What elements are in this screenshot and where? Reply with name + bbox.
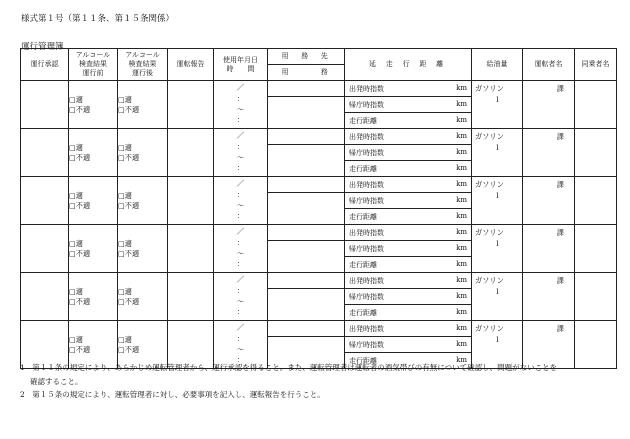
meter-return-label: 帰庁時指数 — [349, 293, 384, 301]
meter-unit: km — [456, 116, 467, 124]
document-title: 運行管理簿 — [21, 42, 64, 52]
check-ok-before[interactable]: □適 — [69, 238, 83, 248]
header-destination — [268, 49, 345, 81]
meter-return-cell[interactable] — [345, 97, 472, 113]
meter-distance-cell[interactable] — [345, 257, 472, 273]
meter-departure-label: 出発時指数 — [349, 325, 384, 333]
meter-return-cell[interactable] — [345, 145, 472, 161]
entry-row — [21, 81, 617, 97]
fuel-unit: l — [496, 286, 499, 296]
date-slash: ／ — [236, 274, 245, 284]
header-distance: 延走行距離 — [345, 49, 472, 81]
check-ng-after[interactable]: □不適 — [118, 248, 140, 258]
driver-dept-suffix: 課 — [556, 180, 564, 189]
meter-departure-cell[interactable] — [345, 273, 472, 289]
approval-cell[interactable] — [21, 177, 69, 225]
report-cell[interactable] — [168, 177, 214, 225]
alcohol-after-check[interactable] — [118, 177, 168, 225]
alcohol-before-check[interactable] — [69, 129, 118, 177]
approval-cell[interactable] — [21, 273, 69, 321]
meter-departure-cell[interactable] — [345, 129, 472, 145]
fuel-label: ガソリン — [475, 228, 504, 237]
fuel-unit: l — [496, 334, 499, 344]
meter-unit: km — [456, 212, 467, 220]
datetime-cell[interactable] — [214, 225, 268, 273]
meter-distance-label: 走行距離 — [349, 213, 377, 221]
destination-purpose-cell[interactable] — [268, 289, 345, 321]
time-tilde: ～ — [236, 248, 245, 258]
time-colon-start: ： — [236, 189, 245, 199]
check-ok-after[interactable]: □適 — [118, 286, 132, 296]
header-alcohol-after: アルコール 検査結果 運行後 — [118, 49, 168, 81]
meter-distance-cell[interactable] — [345, 161, 472, 177]
meter-unit: km — [456, 308, 467, 316]
datetime-cell[interactable] — [214, 177, 268, 225]
check-ng-before[interactable]: □不適 — [69, 200, 91, 210]
alcohol-after-check[interactable] — [118, 129, 168, 177]
alcohol-after-check[interactable] — [118, 81, 168, 129]
destination-place-cell[interactable] — [268, 273, 345, 289]
datetime-cell[interactable] — [214, 129, 268, 177]
destination-purpose-cell[interactable] — [268, 193, 345, 225]
alcohol-after-check[interactable] — [118, 273, 168, 321]
meter-departure-cell[interactable] — [345, 81, 472, 97]
report-cell[interactable] — [168, 225, 214, 273]
time-colon-end: ： — [236, 259, 245, 269]
destination-place-cell[interactable] — [268, 81, 345, 97]
driver-cell[interactable] — [523, 81, 575, 129]
check-ng-after[interactable]: □不適 — [118, 152, 140, 162]
datetime-cell[interactable] — [214, 81, 268, 129]
meter-return-cell[interactable] — [345, 241, 472, 257]
destination-purpose-cell[interactable] — [268, 145, 345, 177]
driver-cell[interactable] — [523, 129, 575, 177]
header-fuel: 給油量 — [472, 49, 523, 81]
date-slash: ／ — [236, 226, 245, 236]
meter-unit: km — [456, 292, 467, 300]
passenger-cell[interactable] — [575, 81, 617, 129]
destination-place-cell[interactable] — [268, 177, 345, 193]
passenger-cell[interactable] — [575, 129, 617, 177]
meter-distance-label: 走行距離 — [349, 357, 377, 365]
meter-distance-label: 走行距離 — [349, 309, 377, 317]
alcohol-before-check[interactable] — [69, 177, 118, 225]
meter-unit: km — [456, 244, 467, 252]
driver-dept-suffix: 課 — [556, 276, 564, 285]
header-approval: 運行承認 — [21, 49, 69, 81]
meter-unit: km — [456, 100, 467, 108]
driver-cell[interactable] — [523, 273, 575, 321]
check-ng-after[interactable]: □不適 — [118, 296, 140, 306]
meter-unit: km — [456, 340, 467, 348]
check-ng-before[interactable]: □不適 — [69, 152, 91, 162]
check-ok-before[interactable]: □適 — [69, 286, 83, 296]
fuel-unit: l — [496, 142, 499, 152]
header-destination-place: 用 務 先 — [268, 49, 344, 65]
check-ng-after[interactable]: □不適 — [118, 344, 140, 354]
time-colon-end: ： — [236, 211, 245, 221]
fuel-label: ガソリン — [475, 324, 504, 333]
destination-purpose-cell[interactable] — [268, 97, 345, 129]
meter-unit: km — [456, 260, 467, 268]
fuel-cell[interactable] — [472, 225, 523, 273]
meter-return-label: 帰庁時指数 — [349, 149, 384, 157]
meter-distance-label: 走行距離 — [349, 261, 377, 269]
time-tilde: ～ — [236, 344, 245, 354]
date-slash: ／ — [236, 178, 245, 188]
meter-distance-cell[interactable] — [345, 113, 472, 129]
time-tilde: ～ — [236, 152, 245, 162]
note-1: 1 第１１条の規定により、あらかじめ運転管理者から、運行承認を得ること。また、運転管理者は運転者の酒気帯びの有無について確認し、問題がないことを — [20, 363, 558, 372]
header-passenger: 同乗者名 — [575, 49, 617, 81]
notes — [20, 361, 616, 402]
driver-dept-suffix: 課 — [556, 84, 564, 93]
fuel-cell[interactable] — [472, 273, 523, 321]
driver-dept-suffix: 課 — [556, 228, 564, 237]
approval-cell[interactable] — [21, 225, 69, 273]
check-ng-after[interactable]: □不適 — [118, 104, 140, 114]
form-number-label: 様式第１号（第１１条、第１５条関係） — [21, 14, 175, 24]
check-ng-before[interactable]: □不適 — [69, 104, 91, 114]
fuel-cell[interactable] — [472, 177, 523, 225]
header-destination-purpose: 用 務 — [281, 68, 331, 77]
meter-return-label: 帰庁時指数 — [349, 245, 384, 253]
meter-return-cell[interactable] — [345, 289, 472, 305]
alcohol-after-check[interactable] — [118, 225, 168, 273]
meter-departure-cell[interactable] — [345, 225, 472, 241]
time-tilde: ～ — [236, 104, 245, 114]
time-colon-start: ： — [236, 141, 245, 151]
header-alcohol-before: アルコール 検査結果 運行前 — [69, 49, 118, 81]
meter-return-cell[interactable] — [345, 337, 472, 353]
meter-departure-cell[interactable] — [345, 321, 472, 337]
time-colon-start: ： — [236, 93, 245, 103]
driver-cell[interactable] — [523, 177, 575, 225]
time-colon-end: ： — [236, 163, 245, 173]
check-ng-before[interactable]: □不適 — [69, 296, 91, 306]
check-ok-after[interactable]: □適 — [118, 142, 132, 152]
operation-log-table — [20, 48, 617, 369]
time-colon-end: ： — [236, 307, 245, 317]
driver-dept-suffix: 課 — [556, 132, 564, 141]
header-row — [21, 49, 617, 81]
log-body — [21, 81, 617, 369]
check-ok-before[interactable]: □適 — [69, 334, 83, 344]
meter-unit: km — [456, 132, 467, 140]
check-ok-before[interactable]: □適 — [69, 142, 83, 152]
entry-row — [21, 321, 617, 337]
fuel-label: ガソリン — [475, 84, 504, 93]
note-1-continued: 確認すること。 — [30, 376, 83, 386]
meter-distance-cell[interactable] — [345, 209, 472, 225]
note-2: 2 第１５条の規定により、運転管理者に対し、必要事項を記入し、運転報告を行うこと。 — [20, 390, 325, 399]
fuel-unit: l — [496, 190, 499, 200]
approval-cell[interactable] — [21, 129, 69, 177]
date-slash: ／ — [236, 130, 245, 140]
report-cell[interactable] — [168, 129, 214, 177]
passenger-cell[interactable] — [575, 177, 617, 225]
meter-unit: km — [456, 228, 467, 236]
meter-return-label: 帰庁時指数 — [349, 341, 384, 349]
meter-departure-cell[interactable] — [345, 177, 472, 193]
time-tilde: ～ — [236, 200, 245, 210]
fuel-unit: l — [496, 238, 499, 248]
time-colon-start: ： — [236, 285, 245, 295]
fuel-label: ガソリン — [475, 132, 504, 141]
time-colon-end: ： — [236, 115, 245, 125]
meter-unit: km — [456, 276, 467, 284]
entry-row — [21, 129, 617, 145]
header-driver: 運転者名 — [523, 49, 575, 81]
meter-unit: km — [456, 148, 467, 156]
fuel-label: ガソリン — [475, 276, 504, 285]
header-datetime: 使用年月日 時 間 — [214, 49, 268, 81]
meter-unit: km — [456, 324, 467, 332]
meter-unit: km — [456, 356, 467, 364]
meter-unit: km — [456, 180, 467, 188]
alcohol-before-check[interactable] — [69, 225, 118, 273]
fuel-unit: l — [496, 94, 499, 104]
passenger-cell[interactable] — [575, 225, 617, 273]
alcohol-before-check[interactable] — [69, 81, 118, 129]
check-ng-after[interactable]: □不適 — [118, 200, 140, 210]
meter-distance-cell[interactable] — [345, 305, 472, 321]
check-ng-before[interactable]: □不適 — [69, 344, 91, 354]
fuel-cell[interactable] — [472, 129, 523, 177]
driver-cell[interactable] — [523, 225, 575, 273]
report-cell[interactable] — [168, 273, 214, 321]
meter-distance-label: 走行距離 — [349, 165, 377, 173]
approval-cell[interactable] — [21, 81, 69, 129]
destination-place-cell[interactable] — [268, 321, 345, 337]
entry-row — [21, 177, 617, 193]
meter-distance-label: 走行距離 — [349, 117, 377, 125]
datetime-cell[interactable] — [214, 273, 268, 321]
meter-return-label: 帰庁時指数 — [349, 101, 384, 109]
time-colon-start: ： — [236, 333, 245, 343]
entry-row — [21, 225, 617, 241]
date-slash: ／ — [236, 82, 245, 92]
fuel-cell[interactable] — [472, 81, 523, 129]
destination-place-cell[interactable] — [268, 129, 345, 145]
destination-place-cell[interactable] — [268, 225, 345, 241]
header-report: 運転報告 — [168, 49, 214, 81]
check-ok-before[interactable]: □適 — [69, 94, 83, 104]
check-ok-after[interactable]: □適 — [118, 238, 132, 248]
meter-departure-label: 出発時指数 — [349, 133, 384, 141]
entry-row — [21, 273, 617, 289]
meter-departure-label: 出発時指数 — [349, 85, 384, 93]
date-slash: ／ — [236, 322, 245, 332]
check-ok-after[interactable]: □適 — [118, 334, 132, 344]
fuel-label: ガソリン — [475, 180, 504, 189]
meter-return-cell[interactable] — [345, 193, 472, 209]
alcohol-before-check[interactable] — [69, 273, 118, 321]
check-ng-before[interactable]: □不適 — [69, 248, 91, 258]
meter-unit: km — [456, 84, 467, 92]
driver-dept-suffix: 課 — [556, 324, 564, 333]
meter-departure-label: 出発時指数 — [349, 277, 384, 285]
time-colon-end: ： — [236, 355, 245, 365]
check-ok-after[interactable]: □適 — [118, 190, 132, 200]
passenger-cell[interactable] — [575, 273, 617, 321]
meter-return-label: 帰庁時指数 — [349, 197, 384, 205]
report-cell[interactable] — [168, 81, 214, 129]
meter-unit: km — [456, 164, 467, 172]
time-tilde: ～ — [236, 296, 245, 306]
meter-unit: km — [456, 196, 467, 204]
check-ok-after[interactable]: □適 — [118, 94, 132, 104]
meter-departure-label: 出発時指数 — [349, 229, 384, 237]
check-ok-before[interactable]: □適 — [69, 190, 83, 200]
destination-purpose-cell[interactable] — [268, 241, 345, 273]
time-colon-start: ： — [236, 237, 245, 247]
meter-departure-label: 出発時指数 — [349, 181, 384, 189]
